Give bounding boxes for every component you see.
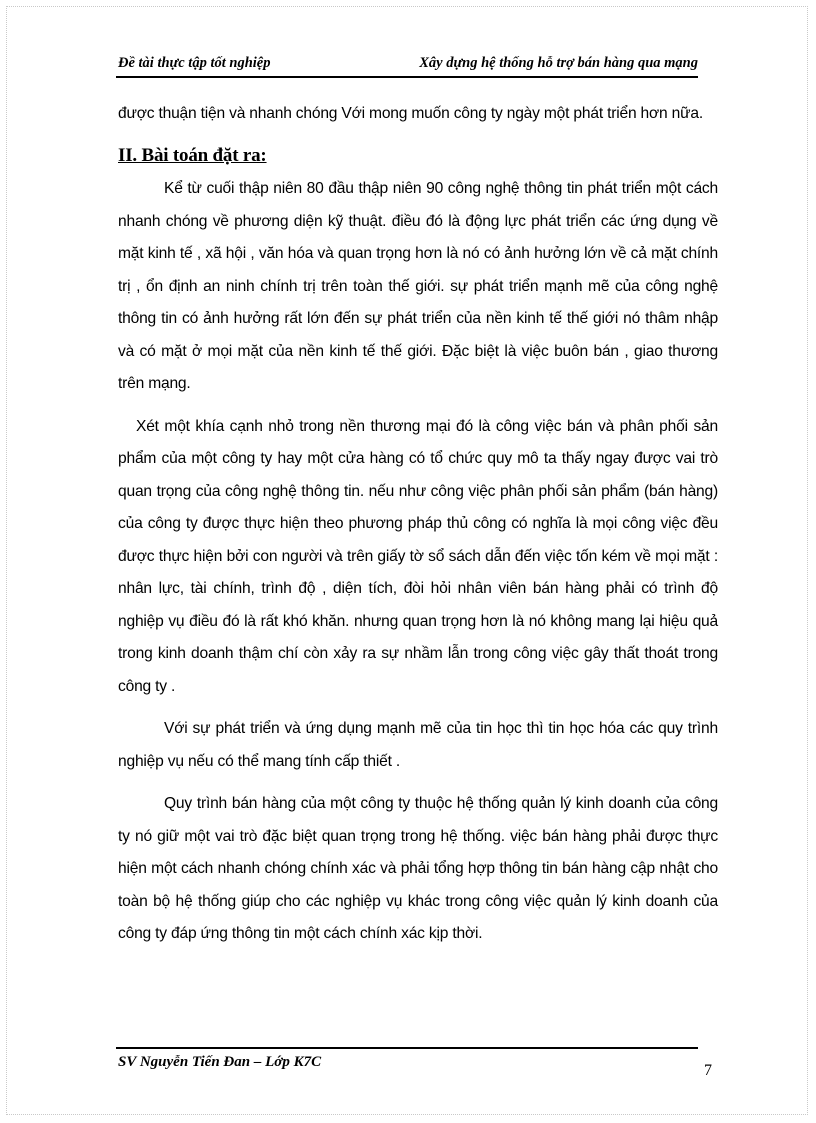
intro-paragraph: được thuận tiện và nhanh chóng Với mong muốn công ty ngày một phát triển hơn nữa. — [118, 105, 703, 122]
page-header — [116, 52, 698, 78]
document-body — [118, 98, 718, 951]
footer-author: SV Nguyễn Tiến Đan – Lớp K7C — [118, 1054, 322, 1070]
header-project-title: Xây dựng hệ thống hỗ trợ bán hàng qua mạng — [419, 55, 698, 71]
paragraph-3: Với sự phát triển và ứng dụng mạnh mẽ của tin học thì tin học hóa các quy trình nghiệp vụ nếu có thể mang tính cấp thiết . — [118, 720, 718, 770]
header-thesis-title: Đề tài thực tập tốt nghiệp — [118, 55, 271, 71]
section-heading: II. Bài toán đặt ra: — [118, 144, 267, 166]
footer-divider — [116, 1047, 698, 1049]
paragraph-2: Xét một khía cạnh nhỏ trong nền thương mại đó là công việc bán và phân phối sản phẩm của một công ty hay một cửa hàng có tổ chức quy mô ta thấy ngay được vai trò quan trọng của công nghệ thông tin. nếu như công việc phân phối sản phẩm (bán hàng) của công ty được thực hiện theo phương pháp thủ công có nghĩa là mọi công việc đều được thực hiện bởi con người và trên giấy tờ sổ sách dẫn đến việc tốn kém về mọi mặt : nhân lực, tài chính, trình độ , diện tích, đòi hỏi nhân viên bán hàng phải có trình độ nghiệp vụ điều đó là rất khó khăn. nhưng quan trọng hơn là nó không mang lại hiệu quả trong kinh doanh thậm chí còn xảy ra sự nhầm lẫn trong công việc gây thất thoát trong công ty . — [118, 417, 718, 695]
paragraph-1: Kể từ cuối thập niên 80 đầu thập niên 90 công nghệ thông tin phát triển một cách nhanh chóng về phương diện kỹ thuật. điều đó là động lực phát triển các ứng dụng về mặt kinh tế , xã hội , văn hóa và quan trọng hơn là nó có ảnh hưởng lớn về cả mặt chính trị , ổn định an ninh chính trị trên toàn thế giới. sự phát triển mạnh mẽ của công nghệ thông tin có ảnh hưởng rất lớn đến sự phát triển của nền kinh tế thế giới nó thâm nhập và có mặt ở mọi mặt của nền kinh tế thế giới. Đặc biệt là việc buôn bán , giao thương trên mạng. — [118, 180, 718, 392]
paragraph-4: Quy trình bán hàng của một công ty thuộc hệ thống quản lý kinh doanh của công ty nó giữ một vai trò đặc biệt quan trọng trong hệ thống. việc bán hàng phải được thực hiện một cách nhanh chóng chính xác và phải tổng hợp thông tin bán hàng cập nhật cho toàn bộ hệ thống giúp cho các nghiệp vụ khác trong công việc quản lý kinh doanh của công ty đáp ứng thông tin một cách chính xác kịp thời. — [118, 795, 718, 942]
page-number: 7 — [704, 1062, 712, 1079]
